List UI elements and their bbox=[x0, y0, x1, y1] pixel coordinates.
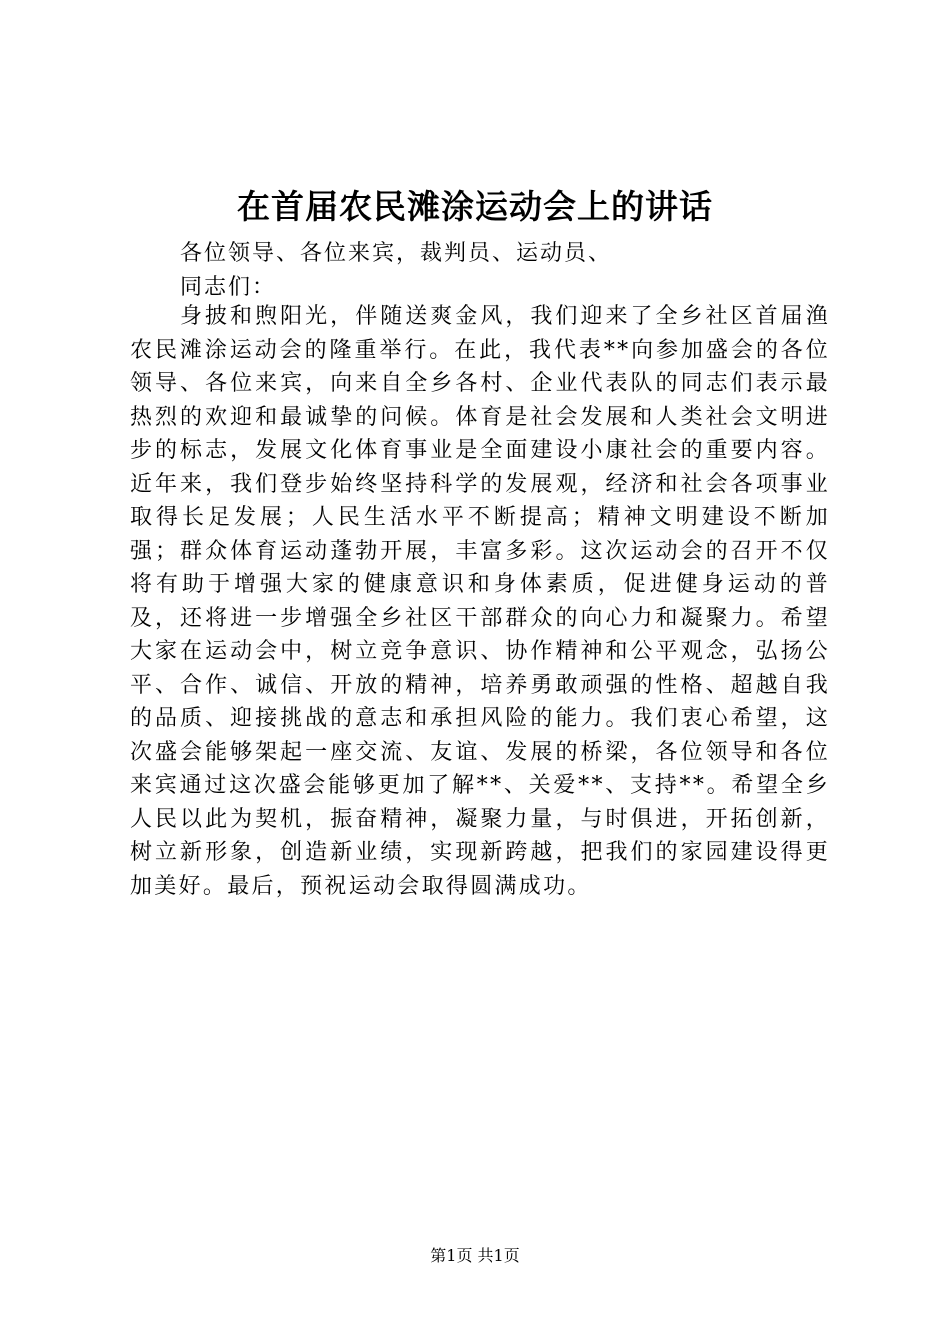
salutation-line-2: 同志们： bbox=[180, 275, 277, 300]
body-paragraph: 身披和煦阳光，伴随送爽金风，我们迎来了全乡社区首届渔农民滩涂运动会的隆重举行。在此，我代表**向参加盛会的各位领导、各位来宾，向来自全乡各村、企业代表队的同志们表示最热烈的欢迎和最诚挚的问候。体育是社会发展和人类社会文明进步的标志，发展文化体育事业是全面建设小康社会的重要内容。近年来，我们登步始终坚持科学的发展观，经济和社会各项事业取得长足发展；人民生活水平不断提高；精神文明建设不断加强；群众体育运动蓬勃开展，丰富多彩。这次运动会的召开不仅将有助于增强大家的健康意识和身体素质，促进健身运动的普及，还将进一步增强全乡社区干部群众的向心力和凝聚力。希望大家在运动会中，树立竞争意识、协作精神和公平观念，弘扬公平、合作、诚信、开放的精神，培养勇敢顽强的性格、超越自我的品质、迎接挑战的意志和承担风险的能力。我们衷心希望，这次盛会能够架起一座交流、友谊、发展的桥梁，各位领导和各位来宾通过这次盛会能够更加了解**、关爱**、支持**。希望全乡人民以此为契机，振奋精神，凝聚力量，与时俱进，开拓创新，树立新形象，创造新业绩，实现新跨越，把我们的家园建设得更加美好。最后，预祝运动会取得圆满成功。 bbox=[130, 304, 830, 899]
page-footer: 第1页 共1页 bbox=[430, 1246, 520, 1265]
salutation-line-1: 各位领导、各位来宾，裁判员、运动员、 bbox=[180, 241, 613, 266]
document-title: 在首届农民滩涂运动会上的讲话 bbox=[237, 187, 713, 226]
